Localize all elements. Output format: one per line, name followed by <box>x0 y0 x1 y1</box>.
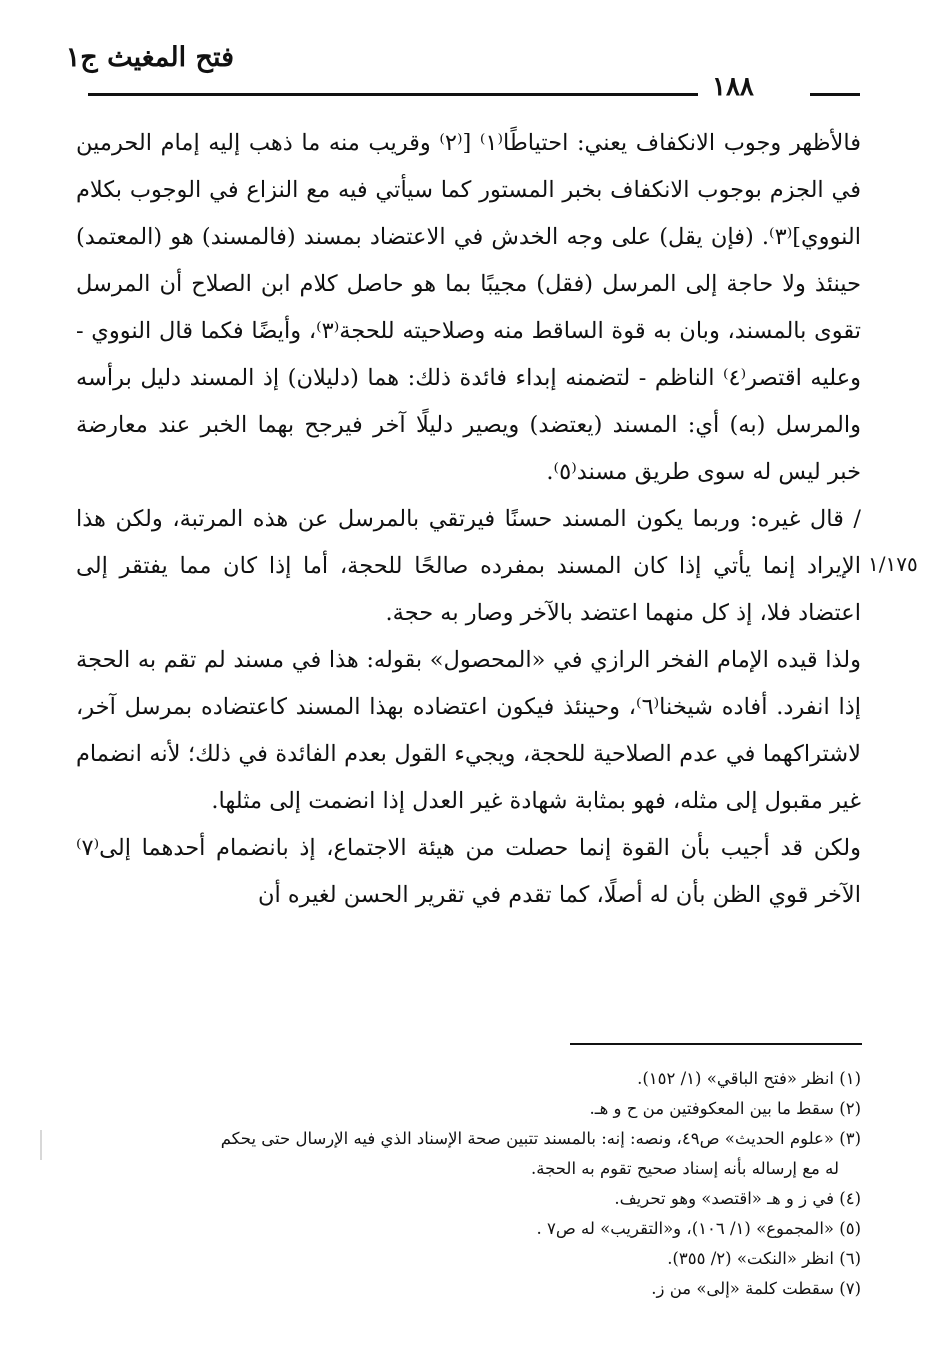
footnote: (٦) انظر «النكت» (٢/ ٣٥٥). <box>667 1249 861 1268</box>
body-paragraph: فالأظهر وجوب الانكفاف يعني: احتياطًا⁽١⁾ [⁽٢⁾ وقريب منه ما ذهب إليه إمام الحرمين في الجزم بوجوب الانكفاف بخبر المستور كما سيأتي فيه مع النزاع في الوجوب بكلام النووي]⁽٣⁾. (فإن يقل) على وجه الخدش في الاعتضاد بمسند (فالمسند) هو (المعتمد) حينئذ ولا حاجة إلى المرسل (فقل) مجيبًا بما هو حاصل كلام ابن الصلاح أن المرسل تقوى بالمسند، وبان به قوة الساقط منه وصلاحيته للحجة⁽٣⁾، وأيضًا فكما قال النووي - وعليه اقتصر⁽٤⁾ الناظم - لتضمنه إبداء فائدة ذلك: هما (دليلان) إذ المسند دليل برأسه والمرسل (به) أي: المسند (يعتضد) ويصير دليلًا آخر فيرجح بهما الخبر عند معارضة خبر ليس له سوى طريق مسند⁽٥⁾. <box>76 130 861 485</box>
footnote: (٣) «علوم الحديث» ص٤٩، ونصه: إنه: بالمسند تتبين صحة الإسناد الذي فيه الإرسال حتى يحكم <box>220 1129 861 1148</box>
footnote-separator <box>570 1043 862 1045</box>
main-text <box>76 120 861 919</box>
page-number: ١٨٨ <box>712 72 754 102</box>
header-rule-short <box>810 93 860 96</box>
scan-artifact <box>40 1130 42 1160</box>
footnote: (١) انظر «فتح الباقي» (١/ ١٥٢). <box>637 1069 861 1088</box>
footnote: (٢) سقط ما بين المعكوفتين من ح و هـ. <box>589 1099 861 1118</box>
body-paragraph: ولكن قد أجيب بأن القوة إنما حصلت من هيئة الاجتماع، إذ بانضمام أحدهما إلى⁽٧⁾ الآخر قوي الظن بأن له أصلًا، كما تقدم في تقرير الحسن لغيره أن <box>76 835 861 908</box>
body-paragraph: ولذا قيده الإمام الفخر الرازي في «المحصول» بقوله: هذا في مسند لم تقم به الحجة إذا انفرد. أفاده شيخنا⁽٦⁾، وحينئذ فيكون اعتضاده بهذا المسند كاعتضاده بمرسل آخر، لاشتراكهما في عدم الصلاحية للحجة، ويجيء القول بعدم الفائدة في ذلك؛ لأنه انضمام غير مقبول إلى مثله، فهو بمثابة شهادة غير العدل إذا انضمت إلى مثلها. <box>76 647 861 814</box>
running-title: فتح المغيث ج١ <box>65 42 234 73</box>
footnotes <box>80 1064 861 1304</box>
footnote: (٥) «المجموع» (١/ ١٠٦)، و«التقريب» له ص٧ . <box>536 1219 861 1238</box>
footnote-continuation: له مع إرساله بأنه إسناد صحيح تقوم به الحجة. <box>531 1159 839 1178</box>
body-paragraph: / قال غيره: وربما يكون المسند حسنًا فيرتقي بالمرسل عن هذه المرتبة، ولكن هذا الإيراد إنما يأتي إذا كان المسند بمفرده صالحًا للحجة، أما إذا كان مما يفتقر إلى اعتضاد فلا، إذ كل منهما اعتضد بالآخر وصار به حجة. <box>76 506 861 626</box>
footnote: (٧) سقطت كلمة «إلى» من ز. <box>651 1279 861 1298</box>
footnote: (٤) في ز و هـ «اقتصد» وهو تحريف. <box>614 1189 861 1208</box>
header-rule <box>88 93 698 96</box>
margin-reference: ١/١٧٥ <box>868 552 918 576</box>
